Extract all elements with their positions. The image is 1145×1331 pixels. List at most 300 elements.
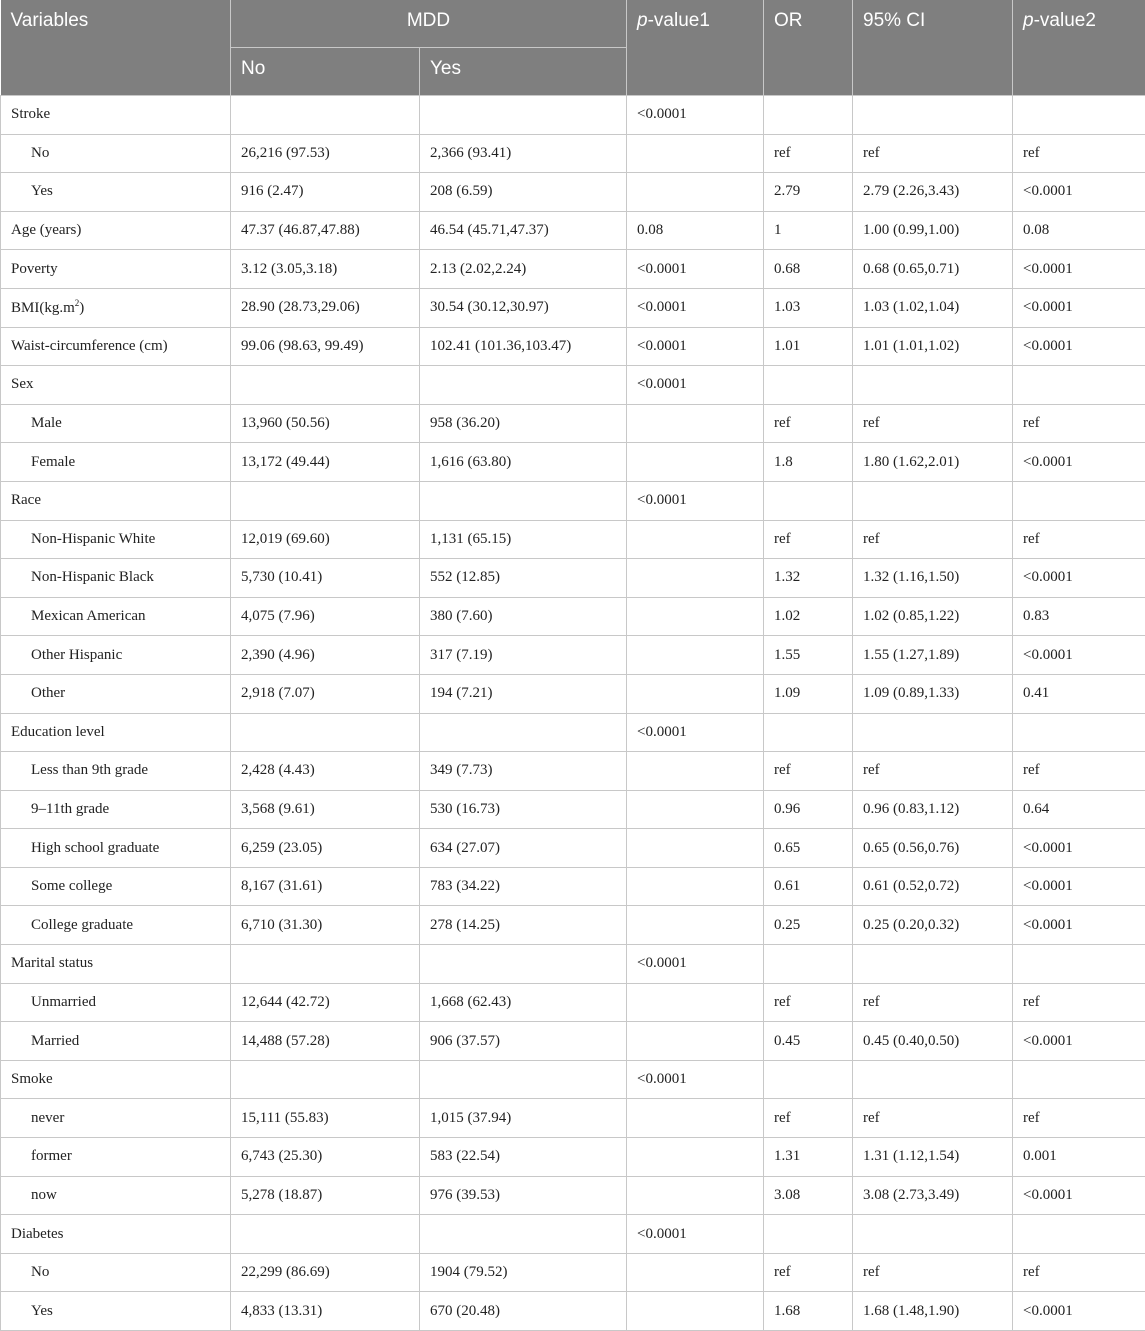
cell-mdd-yes: 976 (39.53)	[420, 1176, 627, 1215]
cell-mdd-yes: 1,616 (63.80)	[420, 443, 627, 482]
table-row	[1, 520, 1145, 559]
cell-mdd-yes	[420, 366, 627, 405]
cell-mdd-yes	[420, 1060, 627, 1099]
cell-or: 1.09	[764, 674, 853, 713]
cell-mdd-no: 2,428 (4.43)	[231, 752, 420, 791]
cell-ci: 1.03 (1.02,1.04)	[853, 288, 1013, 327]
cell-p-value2: 0.83	[1013, 597, 1145, 636]
cell-p-value1: <0.0001	[627, 250, 764, 289]
cell-variable	[1, 713, 231, 752]
cell-variable	[1, 983, 231, 1022]
cell-or: 3.08	[764, 1176, 853, 1215]
cell-or: 0.65	[764, 829, 853, 868]
cell-ci: ref	[853, 520, 1013, 559]
cell-or: ref	[764, 752, 853, 791]
cell-p-value2: <0.0001	[1013, 867, 1145, 906]
cell-p-value1: <0.0001	[627, 327, 764, 366]
table-row	[1, 983, 1145, 1022]
cell-mdd-no: 99.06 (98.63, 99.49)	[231, 327, 420, 366]
table-row	[1, 481, 1145, 520]
cell-mdd-no: 3,568 (9.61)	[231, 790, 420, 829]
cell-variable	[1, 1138, 231, 1177]
cell-mdd-yes: 1,131 (65.15)	[420, 520, 627, 559]
cell-ci: 0.61 (0.52,0.72)	[853, 867, 1013, 906]
header-ci: 95% CI	[853, 0, 1013, 96]
variable-label: Waist-circumference (cm)	[11, 338, 168, 354]
variable-label: Female	[31, 454, 75, 470]
table-row	[1, 1215, 1145, 1254]
cell-p-value1: <0.0001	[627, 481, 764, 520]
table-row	[1, 674, 1145, 713]
cell-mdd-yes	[420, 945, 627, 984]
cell-variable	[1, 211, 231, 250]
variable-label: No	[31, 1264, 49, 1280]
cell-p-value1: <0.0001	[627, 366, 764, 405]
table-row	[1, 288, 1145, 327]
table-row	[1, 867, 1145, 906]
cell-variable	[1, 1292, 231, 1331]
cell-variable	[1, 1215, 231, 1254]
cell-mdd-no: 47.37 (46.87,47.88)	[231, 211, 420, 250]
cell-p-value2: <0.0001	[1013, 327, 1145, 366]
cell-mdd-yes: 278 (14.25)	[420, 906, 627, 945]
table-row	[1, 1292, 1145, 1331]
cell-or	[764, 481, 853, 520]
cell-or: 1.03	[764, 288, 853, 327]
cell-mdd-yes: 1904 (79.52)	[420, 1253, 627, 1292]
cell-p-value2: ref	[1013, 752, 1145, 791]
cell-ci: 1.32 (1.16,1.50)	[853, 559, 1013, 598]
table-row	[1, 134, 1145, 173]
cell-mdd-no: 12,019 (69.60)	[231, 520, 420, 559]
cell-or: 1.55	[764, 636, 853, 675]
cell-or: 0.25	[764, 906, 853, 945]
cell-or: ref	[764, 1099, 853, 1138]
cell-variable	[1, 250, 231, 289]
cell-ci	[853, 945, 1013, 984]
cell-or: ref	[764, 404, 853, 443]
cell-p-value1	[627, 173, 764, 212]
header-p-value2-rest: -value2	[1034, 10, 1096, 31]
cell-mdd-no	[231, 713, 420, 752]
cell-or: 1.68	[764, 1292, 853, 1331]
table-row	[1, 597, 1145, 636]
table-row	[1, 1138, 1145, 1177]
cell-variable	[1, 288, 231, 327]
cell-p-value1: 0.08	[627, 211, 764, 250]
table-row	[1, 559, 1145, 598]
cell-ci: ref	[853, 1253, 1013, 1292]
cell-mdd-no	[231, 366, 420, 405]
cell-p-value1	[627, 752, 764, 791]
cell-variable	[1, 1253, 231, 1292]
cell-ci: 1.02 (0.85,1.22)	[853, 597, 1013, 636]
cell-p-value1	[627, 520, 764, 559]
cell-mdd-no: 5,730 (10.41)	[231, 559, 420, 598]
cell-or	[764, 1215, 853, 1254]
cell-variable	[1, 520, 231, 559]
cell-p-value2: <0.0001	[1013, 906, 1145, 945]
cell-p-value2: 0.001	[1013, 1138, 1145, 1177]
cell-ci: 1.80 (1.62,2.01)	[853, 443, 1013, 482]
cell-mdd-no: 13,172 (49.44)	[231, 443, 420, 482]
cell-variable	[1, 327, 231, 366]
cell-mdd-yes: 634 (27.07)	[420, 829, 627, 868]
cell-mdd-yes	[420, 1215, 627, 1254]
cell-p-value2: <0.0001	[1013, 250, 1145, 289]
cell-p-value2: <0.0001	[1013, 636, 1145, 675]
cell-variable	[1, 559, 231, 598]
cell-ci: ref	[853, 134, 1013, 173]
cell-or: 0.61	[764, 867, 853, 906]
table-row	[1, 1060, 1145, 1099]
cell-p-value2: ref	[1013, 1253, 1145, 1292]
cell-variable	[1, 906, 231, 945]
cell-p-value1	[627, 134, 764, 173]
cell-p-value2: <0.0001	[1013, 559, 1145, 598]
cell-mdd-no: 26,216 (97.53)	[231, 134, 420, 173]
variable-label: Non-Hispanic White	[31, 531, 155, 547]
cell-p-value2: ref	[1013, 404, 1145, 443]
variable-label: Married	[31, 1033, 79, 1049]
cell-mdd-yes: 670 (20.48)	[420, 1292, 627, 1331]
table-row	[1, 1176, 1145, 1215]
table-row	[1, 250, 1145, 289]
cell-ci: 2.79 (2.26,3.43)	[853, 173, 1013, 212]
cell-p-value1	[627, 404, 764, 443]
cell-variable	[1, 945, 231, 984]
variable-label-end: )	[79, 300, 84, 316]
cell-mdd-yes: 46.54 (45.71,47.37)	[420, 211, 627, 250]
variable-label: never	[31, 1110, 64, 1126]
cell-mdd-yes: 2,366 (93.41)	[420, 134, 627, 173]
variable-label: College graduate	[31, 917, 133, 933]
table-row	[1, 790, 1145, 829]
cell-variable	[1, 173, 231, 212]
cell-mdd-yes: 783 (34.22)	[420, 867, 627, 906]
variable-label: BMI(kg.m	[11, 300, 75, 316]
cell-p-value2	[1013, 1060, 1145, 1099]
table-row	[1, 96, 1145, 135]
cell-mdd-yes: 958 (36.20)	[420, 404, 627, 443]
variable-label-superscript: 2	[75, 298, 80, 308]
cell-p-value1	[627, 1022, 764, 1061]
cell-mdd-yes: 2.13 (2.02,2.24)	[420, 250, 627, 289]
cell-or: 1.02	[764, 597, 853, 636]
cell-mdd-no	[231, 945, 420, 984]
cell-variable	[1, 404, 231, 443]
cell-variable	[1, 481, 231, 520]
cell-mdd-no	[231, 1215, 420, 1254]
variable-label: 9–11th grade	[31, 801, 109, 817]
table-row	[1, 327, 1145, 366]
cell-variable	[1, 829, 231, 868]
cell-p-value1	[627, 674, 764, 713]
cell-mdd-no: 8,167 (31.61)	[231, 867, 420, 906]
cell-ci: 1.31 (1.12,1.54)	[853, 1138, 1013, 1177]
cell-or: 0.96	[764, 790, 853, 829]
variable-label: Other	[31, 685, 65, 701]
cell-ci: ref	[853, 752, 1013, 791]
table-row	[1, 1099, 1145, 1138]
cell-ci: ref	[853, 404, 1013, 443]
cell-or: ref	[764, 1253, 853, 1292]
cell-or: 1.8	[764, 443, 853, 482]
header-variables: Variables	[1, 0, 231, 96]
header-or: OR	[764, 0, 853, 96]
cell-mdd-yes: 1,015 (37.94)	[420, 1099, 627, 1138]
variable-label: Mexican American	[31, 608, 146, 624]
cell-p-value1	[627, 1253, 764, 1292]
header-p-value1-rest: -value1	[648, 10, 710, 31]
cell-mdd-yes: 906 (37.57)	[420, 1022, 627, 1061]
header-p-value1	[627, 0, 764, 96]
header-mdd: MDD	[231, 0, 627, 48]
table-row	[1, 713, 1145, 752]
cell-or: 0.68	[764, 250, 853, 289]
cell-p-value2: <0.0001	[1013, 288, 1145, 327]
cell-variable	[1, 134, 231, 173]
cell-mdd-no: 6,259 (23.05)	[231, 829, 420, 868]
cell-p-value1	[627, 1138, 764, 1177]
cell-mdd-no: 22,299 (86.69)	[231, 1253, 420, 1292]
variable-label: now	[31, 1187, 57, 1203]
cell-mdd-yes: 380 (7.60)	[420, 597, 627, 636]
cell-mdd-no	[231, 481, 420, 520]
variable-label: Yes	[31, 1303, 53, 1319]
cell-or: ref	[764, 520, 853, 559]
cell-p-value1	[627, 1292, 764, 1331]
cell-p-value1: <0.0001	[627, 288, 764, 327]
cell-p-value2: <0.0001	[1013, 1176, 1145, 1215]
cell-ci: 0.45 (0.40,0.50)	[853, 1022, 1013, 1061]
table-body	[1, 96, 1145, 1331]
variable-label: Race	[11, 492, 41, 508]
variable-label: High school graduate	[31, 840, 159, 856]
cell-mdd-yes: 317 (7.19)	[420, 636, 627, 675]
cell-variable	[1, 636, 231, 675]
cell-mdd-no: 13,960 (50.56)	[231, 404, 420, 443]
cell-p-value1	[627, 906, 764, 945]
cell-variable	[1, 597, 231, 636]
cell-p-value2	[1013, 713, 1145, 752]
cell-or: 0.45	[764, 1022, 853, 1061]
cell-mdd-no: 6,743 (25.30)	[231, 1138, 420, 1177]
table-row	[1, 404, 1145, 443]
cell-variable	[1, 752, 231, 791]
cell-variable	[1, 1176, 231, 1215]
cell-ci: ref	[853, 983, 1013, 1022]
cell-mdd-yes: 194 (7.21)	[420, 674, 627, 713]
header-p-value1-italic: p	[637, 10, 648, 31]
cell-mdd-yes: 1,668 (62.43)	[420, 983, 627, 1022]
cell-variable	[1, 1022, 231, 1061]
cell-or	[764, 96, 853, 135]
header-mdd-yes: Yes	[420, 48, 627, 96]
cell-p-value1	[627, 829, 764, 868]
table-row	[1, 1253, 1145, 1292]
cell-or	[764, 713, 853, 752]
variable-label: Sex	[11, 376, 34, 392]
cell-p-value1	[627, 1099, 764, 1138]
cell-p-value1	[627, 983, 764, 1022]
cell-p-value2	[1013, 1215, 1145, 1254]
cell-mdd-no: 5,278 (18.87)	[231, 1176, 420, 1215]
cell-mdd-yes: 349 (7.73)	[420, 752, 627, 791]
table-row	[1, 366, 1145, 405]
table-row	[1, 829, 1145, 868]
variable-label: Other Hispanic	[31, 647, 122, 663]
cell-mdd-no: 2,918 (7.07)	[231, 674, 420, 713]
variable-label: Diabetes	[11, 1226, 63, 1242]
variable-label: Some college	[31, 878, 112, 894]
cell-mdd-yes: 208 (6.59)	[420, 173, 627, 212]
cell-ci	[853, 713, 1013, 752]
cell-p-value2: ref	[1013, 520, 1145, 559]
cell-p-value2: <0.0001	[1013, 443, 1145, 482]
cell-mdd-no: 2,390 (4.96)	[231, 636, 420, 675]
cell-ci: 0.25 (0.20,0.32)	[853, 906, 1013, 945]
variable-label: Stroke	[11, 106, 50, 122]
cell-p-value1	[627, 1176, 764, 1215]
cell-p-value1: <0.0001	[627, 96, 764, 135]
cell-ci	[853, 96, 1013, 135]
variable-label: Smoke	[11, 1071, 53, 1087]
variable-label: Male	[31, 415, 62, 431]
cell-or: 1.31	[764, 1138, 853, 1177]
cell-ci: 0.96 (0.83,1.12)	[853, 790, 1013, 829]
table-row	[1, 636, 1145, 675]
variable-label: Yes	[31, 183, 53, 199]
cell-p-value2	[1013, 481, 1145, 520]
cell-p-value1: <0.0001	[627, 713, 764, 752]
table-row	[1, 1022, 1145, 1061]
cell-mdd-yes: 102.41 (101.36,103.47)	[420, 327, 627, 366]
table-row	[1, 211, 1145, 250]
cell-mdd-no: 3.12 (3.05,3.18)	[231, 250, 420, 289]
cell-mdd-yes	[420, 713, 627, 752]
table-row	[1, 173, 1145, 212]
cell-or	[764, 366, 853, 405]
cell-ci: 1.00 (0.99,1.00)	[853, 211, 1013, 250]
cell-mdd-no: 14,488 (57.28)	[231, 1022, 420, 1061]
cell-variable	[1, 1099, 231, 1138]
cell-mdd-no: 4,833 (13.31)	[231, 1292, 420, 1331]
cell-p-value1: <0.0001	[627, 1060, 764, 1099]
cell-variable	[1, 443, 231, 482]
cell-p-value2	[1013, 96, 1145, 135]
cell-p-value2: 0.41	[1013, 674, 1145, 713]
cell-p-value2	[1013, 945, 1145, 984]
cell-variable	[1, 1060, 231, 1099]
cell-mdd-yes: 552 (12.85)	[420, 559, 627, 598]
cell-ci: ref	[853, 1099, 1013, 1138]
cell-ci	[853, 366, 1013, 405]
cell-mdd-no: 6,710 (31.30)	[231, 906, 420, 945]
header-p-value2	[1013, 0, 1145, 96]
cell-p-value1	[627, 790, 764, 829]
cell-p-value2: <0.0001	[1013, 1022, 1145, 1061]
cell-ci	[853, 1060, 1013, 1099]
cell-or: 1	[764, 211, 853, 250]
cell-mdd-no	[231, 96, 420, 135]
table-row	[1, 443, 1145, 482]
cell-mdd-yes: 30.54 (30.12,30.97)	[420, 288, 627, 327]
header-p-value2-italic: p	[1023, 10, 1034, 31]
cell-ci: 1.68 (1.48,1.90)	[853, 1292, 1013, 1331]
cell-p-value2: ref	[1013, 1099, 1145, 1138]
variable-label: Less than 9th grade	[31, 762, 148, 778]
cell-mdd-no: 916 (2.47)	[231, 173, 420, 212]
cell-mdd-yes	[420, 481, 627, 520]
cell-p-value1	[627, 443, 764, 482]
cell-mdd-yes	[420, 96, 627, 135]
table-row	[1, 906, 1145, 945]
variable-label: Marital status	[11, 955, 93, 971]
cell-ci	[853, 1215, 1013, 1254]
cell-or: 2.79	[764, 173, 853, 212]
cell-ci: 3.08 (2.73,3.49)	[853, 1176, 1013, 1215]
header-mdd-no: No	[231, 48, 420, 96]
cell-p-value2: ref	[1013, 983, 1145, 1022]
cell-mdd-yes: 530 (16.73)	[420, 790, 627, 829]
cell-variable	[1, 96, 231, 135]
cell-or: 1.01	[764, 327, 853, 366]
cell-p-value1	[627, 559, 764, 598]
variable-label: Non-Hispanic Black	[31, 569, 154, 585]
cell-p-value2: <0.0001	[1013, 829, 1145, 868]
cell-variable	[1, 366, 231, 405]
cell-p-value1	[627, 867, 764, 906]
cell-p-value1: <0.0001	[627, 945, 764, 984]
cell-mdd-no: 15,111 (55.83)	[231, 1099, 420, 1138]
cell-ci	[853, 481, 1013, 520]
cell-or: ref	[764, 983, 853, 1022]
variable-label: Age (years)	[11, 222, 81, 238]
cell-p-value1: <0.0001	[627, 1215, 764, 1254]
cell-p-value2: <0.0001	[1013, 1292, 1145, 1331]
cell-p-value2: ref	[1013, 134, 1145, 173]
variable-label: Poverty	[11, 261, 58, 277]
cell-ci: 0.68 (0.65,0.71)	[853, 250, 1013, 289]
cell-or: ref	[764, 134, 853, 173]
cell-ci: 0.65 (0.56,0.76)	[853, 829, 1013, 868]
cell-p-value2: 0.08	[1013, 211, 1145, 250]
cell-variable	[1, 867, 231, 906]
cell-p-value1	[627, 636, 764, 675]
cell-or: 1.32	[764, 559, 853, 598]
table-row	[1, 945, 1145, 984]
cell-mdd-no: 4,075 (7.96)	[231, 597, 420, 636]
cell-mdd-yes: 583 (22.54)	[420, 1138, 627, 1177]
cell-or	[764, 1060, 853, 1099]
cell-ci: 1.55 (1.27,1.89)	[853, 636, 1013, 675]
cell-mdd-no: 12,644 (42.72)	[231, 983, 420, 1022]
cell-p-value1	[627, 597, 764, 636]
cell-ci: 1.01 (1.01,1.02)	[853, 327, 1013, 366]
table-row	[1, 752, 1145, 791]
cell-variable	[1, 790, 231, 829]
variable-label: Unmarried	[31, 994, 96, 1010]
variable-label: No	[31, 145, 49, 161]
cell-p-value2	[1013, 366, 1145, 405]
cell-p-value2: 0.64	[1013, 790, 1145, 829]
variable-label: former	[31, 1148, 72, 1164]
cell-ci: 1.09 (0.89,1.33)	[853, 674, 1013, 713]
cell-p-value2: <0.0001	[1013, 173, 1145, 212]
cell-or	[764, 945, 853, 984]
cell-mdd-no	[231, 1060, 420, 1099]
